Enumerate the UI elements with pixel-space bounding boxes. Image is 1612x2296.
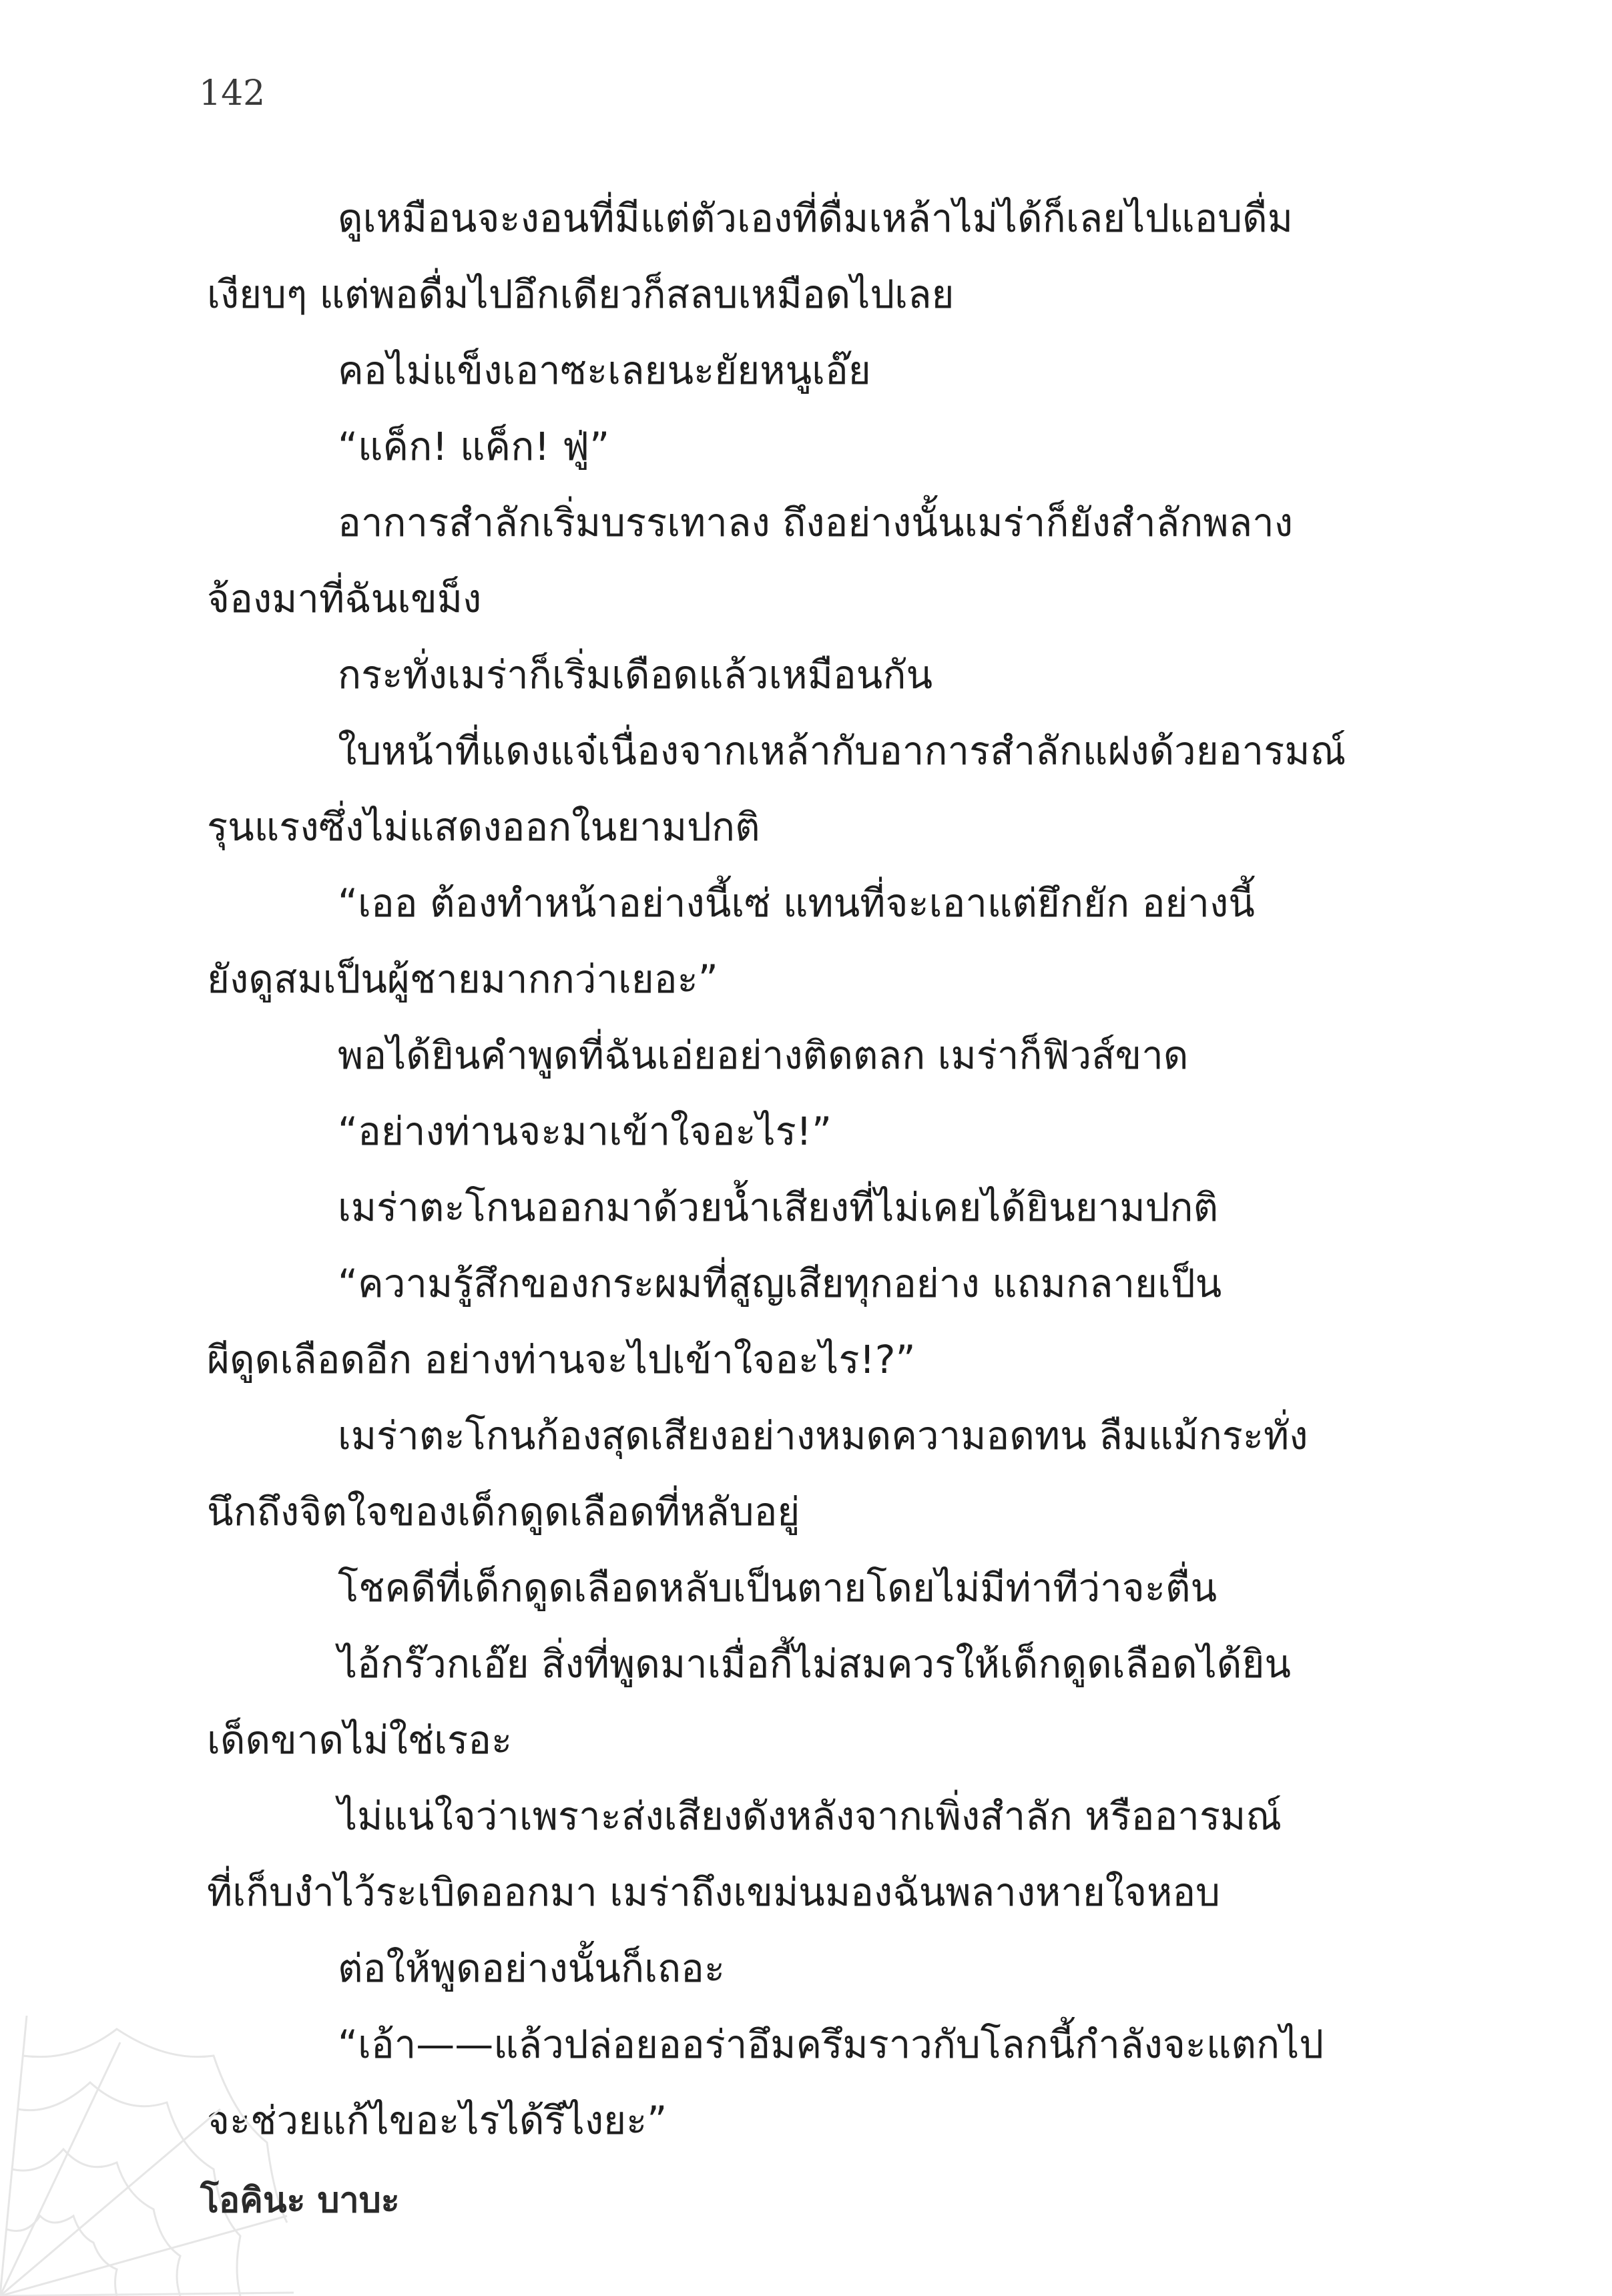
spider-web-decoration-icon	[0, 2016, 294, 2296]
text-line: ดูเหมือนจะงอนที่มีแต่ตัวเองที่ดื่มเหล้าไม่ได้ก็เลยไปแอบดื่ม	[338, 196, 1294, 241]
text-line: “แค็ก! แค็ก! ฟู่”	[338, 424, 610, 469]
text-line: “อย่างท่านจะมาเข้าใจอะไร!”	[338, 1109, 832, 1154]
text-line: พอได้ยินคำพูดที่ฉันเอ่ยอย่างติดตลก เมร่าก็ฟิวส์ขาด	[338, 1033, 1189, 1078]
page-number: 142	[199, 73, 266, 113]
text-line: เงียบๆ แต่พอดื่มไปอึกเดียวก็สลบเหมือดไปเลย	[207, 272, 955, 317]
text-line: ไม่แน่ใจว่าเพราะส่งเสียงดังหลังจากเพิ่งสำลัก หรืออารมณ์	[338, 1793, 1282, 1839]
author-name: โอคินะ บาบะ	[200, 2181, 400, 2221]
text-line: นึกถึงจิตใจของเด็กดูดเลือดที่หลับอยู่	[207, 1489, 800, 1534]
text-line: ผีดูดเลือดอีก อย่างท่านจะไปเข้าใจอะไร!?”	[207, 1337, 916, 1382]
text-line: ใบหน้าที่แดงแจ๋เนื่องจากเหล้ากับอาการสำลักแฝงด้วยอารมณ์	[338, 728, 1346, 774]
text-line: คอไม่แข็งเอาซะเลยนะยัยหนูเอ๊ย	[338, 348, 871, 393]
text-line: เด็ดขาดไม่ใช่เรอะ	[207, 1717, 513, 1763]
text-line: ที่เก็บงำไว้ระเบิดออกมา เมร่าถึงเขม่นมองฉันพลางหายใจหอบ	[207, 1870, 1220, 1915]
text-line: จ้องมาที่ฉันเขม็ง	[207, 576, 482, 621]
text-line: กระทั่งเมร่าก็เริ่มเดือดแล้วเหมือนกัน	[338, 652, 933, 697]
text-line: อาการสำลักเริ่มบรรเทาลง ถึงอย่างนั้นเมร่าก็ยังสำลักพลาง	[338, 500, 1294, 545]
text-line: “เอ้า——แล้วปล่อยออร่าอึมครึมราวกับโลกนี้กำลังจะแตกไป	[338, 2022, 1324, 2067]
text-line: ยังดูสมเป็นผู้ชายมากกว่าเยอะ”	[207, 956, 718, 1002]
text-line: เมร่าตะโกนออกมาด้วยน้ำเสียงที่ไม่เคยได้ยินยามปกติ	[338, 1185, 1219, 1230]
text-line: รุนแรงซึ่งไม่แสดงออกในยามปกติ	[207, 804, 760, 850]
text-line: “ความรู้สึกของกระผมที่สูญเสียทุกอย่าง แถมกลายเป็น	[338, 1261, 1222, 1306]
text-line: ไอ้กร๊วกเอ๊ย สิ่งที่พูดมาเมื่อกี้ไม่สมควรให้เด็กดูดเลือดได้ยิน	[338, 1641, 1292, 1687]
text-line: “เออ ต้องทำหน้าอย่างนี้เซ่ แทนที่จะเอาแต่ยึกยัก อย่างนี้	[338, 880, 1255, 926]
text-line: ต่อให้พูดอย่างนั้นก็เถอะ	[338, 1946, 725, 1991]
text-line: โชคดีที่เด็กดูดเลือดหลับเป็นตายโดยไม่มีท่าทีว่าจะตื่น	[338, 1565, 1218, 1611]
text-line: เมร่าตะโกนก้องสุดเสียงอย่างหมดความอดทน ลืมแม้กระทั่ง	[338, 1413, 1308, 1458]
text-line: จะช่วยแก้ไขอะไรได้รึไงยะ”	[207, 2098, 667, 2143]
